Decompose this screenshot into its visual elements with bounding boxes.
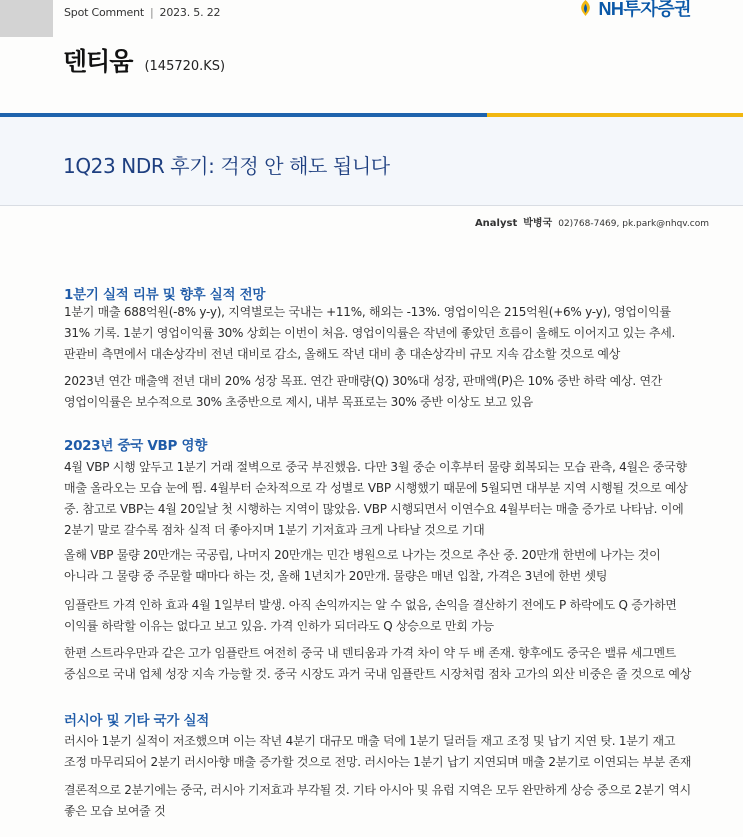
paragraph: 2023년 연간 매출액 전년 대비 20% 성장 목표. 연간 판매량(Q) 30%대 성장, 판매액(P)은 10% 중반 하락 예상. 연간 영업이익률은 보수적으로 30% 초중반으로 제시, 내부 목표로는 30% 중반 이상도 보고 있음 bbox=[64, 374, 663, 409]
title-band bbox=[0, 117, 743, 206]
paragraph: 1분기 매출 688억원(-8% y-y), 지역별로는 국내는 +11%, 해외는 -13%. 영업이익은 215억원(+6% y-y), 영업이익률 31% 기록. 1분기 영업이익률 30% 상회는 이번이 처음. 영업이익률은 작년에 좋았던 흐름이 올해도 이어지고 있는 추세. 판관비 측면에서 대손상각비 전년 대비로 감소, 올해도 작년 대비 총 대손상각비 규모 지속 감소할 것으로 예상 bbox=[64, 305, 676, 361]
report-title: 1Q23 NDR 후기: 걱정 안 해도 됩니다 bbox=[63, 154, 390, 178]
doc-type: Spot Comment bbox=[64, 6, 144, 19]
company-name: 덴티움 bbox=[63, 47, 133, 76]
brand-logo bbox=[578, 0, 691, 20]
paragraph: 결론적으로 2분기에는 중국, 러시아 기저효과 부각될 것. 기타 아시아 및 유럽 지역은 모두 완만하게 상승 중으로 2분기 역시 좋은 모습 보여줄 것 bbox=[64, 783, 691, 818]
analyst-contact: 02)768-7469, pk.park@nhqv.com bbox=[558, 219, 709, 229]
report-date: 2023. 5. 22 bbox=[159, 6, 221, 19]
paragraph: 올해 VBP 물량 20만개는 국공립, 나머지 20만개는 민간 병원으로 나가는 것으로 추산 중. 20만개 한번에 나가는 것이 아니라 그 물량 중 주문할 때마다 하는 것, 올해 1년치가 20만개. 물량은 매년 입찰, 가격은 3년에 한번 셋팅 bbox=[64, 548, 661, 583]
ticker-code: (145720.KS) bbox=[144, 59, 226, 74]
paragraph: 임플란트 가격 인하 효과 4월 1일부터 발생. 아직 손익까지는 알 수 없음, 손익을 결산하기 전에도 P 하락에도 Q 증가하면 이익률 하락할 이유는 없다고 보고 있음. 가격 인하가 되더라도 Q 상승으로 만회 가능 bbox=[64, 598, 677, 633]
paragraph: 한편 스트라우만과 같은 고가 임플란트 여전히 중국 내 덴티움과 가격 차이 약 두 배 존재. 향후에도 중국은 밸류 세그멘트 중심으로 국내 업체 성장 지속 가능할 것. 중국 시장도 과거 국내 임플란트 시장처럼 점차 고가의 외산 비중은 줄 것으로 예상 bbox=[64, 646, 692, 681]
analyst-name: 박병국 bbox=[523, 218, 553, 229]
section-heading: 1분기 실적 리뷰 및 향후 실적 전망 bbox=[64, 287, 266, 303]
section-heading: 2023년 중국 VBP 영향 bbox=[64, 438, 208, 454]
section-heading: 러시아 및 기타 국가 실적 bbox=[64, 713, 210, 729]
redacted-block bbox=[0, 0, 53, 37]
paragraph: 4월 VBP 시행 앞두고 1분기 거래 절벽으로 중국 부진했음. 다만 3월 중순 이후부터 물량 회복되는 모습 관측, 4월은 중국향 매출 올라오는 모습 눈에 띔. 4월부터 순차적으로 각 성별로 VBP 시행했기 때문에 5월되면 대부분 지역 시행될 것으로 예상 중. 참고로 VBP는 4월 20일날 첫 시행하는 지역이 많았음. VBP 시행되면서 이연수요 4월부터는 매출 증가로 나타남. 이에 2분기 말로 갈수록 점차 실적 더 좋아지며 1분기 기저효과 크게 나타날 것으로 기대 bbox=[64, 460, 688, 537]
nh-logo-icon bbox=[578, 0, 593, 17]
company-header bbox=[63, 42, 225, 78]
analyst-info bbox=[475, 214, 709, 229]
paragraph: 러시아 1분기 실적이 저조했으며 이는 작년 4분기 대규모 매출 덕에 1분기 딜러들 재고 조정 및 납기 지연 탓. 1분기 재고 조정 마무리되어 2분기 러시아향 매출 증가할 것으로 전망. 러시아는 1분기 납기 지연되며 매출 2분기로 이연되는 부분 존재 bbox=[64, 734, 692, 769]
report-meta: Spot Comment | 2023. 5. 22 bbox=[64, 6, 221, 19]
brand-name: NH투자증권 bbox=[598, 0, 691, 19]
analyst-label: Analyst bbox=[474, 218, 518, 229]
